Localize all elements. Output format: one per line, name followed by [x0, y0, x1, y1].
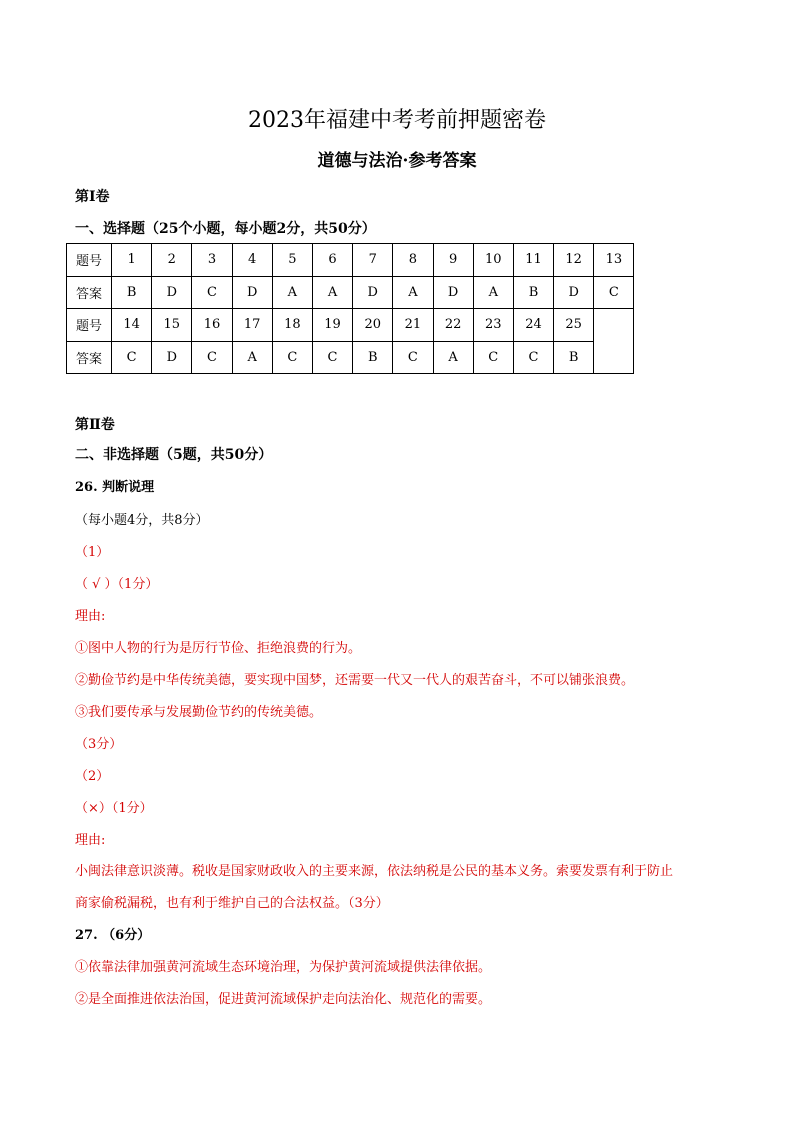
a-cell: C	[192, 276, 232, 309]
a-cell: B	[554, 341, 594, 374]
q-cell: 19	[312, 309, 352, 342]
a-cell: C	[473, 341, 513, 374]
q-cell: 17	[232, 309, 272, 342]
a-cell: D	[554, 276, 594, 309]
q-cell: 4	[232, 244, 272, 277]
q-cell: 13	[594, 244, 634, 277]
q26-sub2-reason-line1: 小闽法律意识淡薄。税收是国家财政收入的主要来源，依法纳税是公民的基本义务。索要发票有利于防止	[75, 864, 674, 879]
a-cell: A	[232, 341, 272, 374]
a-cell: D	[232, 276, 272, 309]
q-cell: 6	[312, 244, 352, 277]
q27-title: 27. （6分）	[75, 928, 151, 943]
q-cell: 18	[272, 309, 312, 342]
q-cell: 16	[192, 309, 232, 342]
answer-table	[66, 243, 634, 374]
table-row-answers-2	[67, 341, 634, 374]
row-label: 答案	[67, 276, 112, 309]
q-cell: 24	[513, 309, 553, 342]
q-cell: 12	[554, 244, 594, 277]
q26-sub2-label: （2）	[75, 769, 110, 784]
a-cell: B	[353, 341, 393, 374]
q26-sub1-reason-1: ①图中人物的行为是厉行节俭、拒绝浪费的行为。	[75, 641, 362, 656]
a-cell: C	[312, 341, 352, 374]
q-cell: 11	[513, 244, 553, 277]
q-cell: 5	[272, 244, 312, 277]
a-cell: A	[433, 341, 473, 374]
q-cell: 10	[473, 244, 513, 277]
q-cell: 20	[353, 309, 393, 342]
q-cell: 2	[152, 244, 192, 277]
row-label: 题号	[67, 309, 112, 342]
a-cell: A	[312, 276, 352, 309]
q26-sub1-judgement: （ √ ）（1分）	[75, 577, 159, 592]
q26-title: 26. 判断说理	[75, 480, 155, 495]
part2-heading: 第Ⅱ卷	[75, 417, 115, 433]
q27-line-2: ②是全面推进依法治国，促进黄河流域保护走向法治化、规范化的需要。	[75, 992, 492, 1007]
a-cell: A	[272, 276, 312, 309]
q27-line-1: ①依靠法律加强黄河流域生态环境治理，为保护黄河流域提供法律依据。	[75, 960, 492, 975]
a-cell: C	[594, 276, 634, 309]
a-cell: C	[112, 341, 152, 374]
q-cell: 8	[393, 244, 433, 277]
a-cell: C	[272, 341, 312, 374]
q26-sub1-reason-2: ②勤俭节约是中华传统美德，要实现中国梦，还需要一代又一代人的艰苦奋斗，不可以铺张浪费。	[75, 673, 635, 688]
part1-section-title: 一、选择题（25个小题，每小题2分，共50分）	[75, 221, 376, 237]
table-row-questions-1	[67, 244, 634, 277]
a-cell: D	[353, 276, 393, 309]
a-cell: A	[393, 276, 433, 309]
q-cell: 9	[433, 244, 473, 277]
q26-sub2-judgement: （×）（1分）	[75, 801, 153, 816]
a-cell: D	[152, 276, 192, 309]
q26-sub1-reason-label: 理由:	[75, 609, 106, 624]
document-title: 2023年福建中考考前押题密卷	[248, 108, 546, 133]
a-cell: D	[433, 276, 473, 309]
q26-sub1-label: （1）	[75, 545, 110, 560]
table-row-questions-2	[67, 309, 634, 342]
empty-cell	[594, 309, 634, 374]
a-cell: C	[393, 341, 433, 374]
q26-sub2-reason-label: 理由:	[75, 833, 106, 848]
q-cell: 7	[353, 244, 393, 277]
q-cell: 23	[473, 309, 513, 342]
a-cell: C	[513, 341, 553, 374]
a-cell: A	[473, 276, 513, 309]
row-label: 答案	[67, 341, 112, 374]
table-row-answers-1	[67, 276, 634, 309]
q26-sub1-score: （3分）	[75, 737, 123, 752]
q-cell: 21	[393, 309, 433, 342]
q-cell: 15	[152, 309, 192, 342]
part1-heading: 第Ⅰ卷	[75, 189, 110, 205]
q-cell: 22	[433, 309, 473, 342]
q26-sub1-reason-3: ③我们要传承与发展勤俭节约的传统美德。	[75, 705, 323, 720]
q-cell: 1	[112, 244, 152, 277]
q-cell: 25	[554, 309, 594, 342]
row-label: 题号	[67, 244, 112, 277]
q-cell: 3	[192, 244, 232, 277]
a-cell: B	[112, 276, 152, 309]
a-cell: D	[152, 341, 192, 374]
q-cell: 14	[112, 309, 152, 342]
a-cell: B	[513, 276, 553, 309]
q26-note: （每小题4分，共8分）	[75, 513, 209, 528]
document-subtitle: 道德与法治·参考答案	[317, 151, 477, 171]
a-cell: C	[192, 341, 232, 374]
q26-sub2-reason-line2: 商家偷税漏税，也有利于维护自己的合法权益。（3分）	[75, 896, 389, 911]
part2-section-title: 二、非选择题（5题，共50分）	[75, 447, 273, 463]
